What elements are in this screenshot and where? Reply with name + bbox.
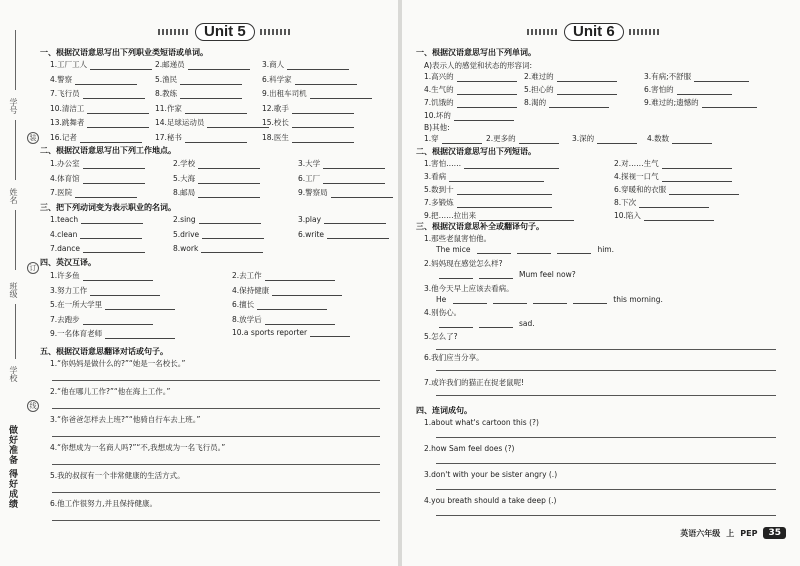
item-label: 13.跳舞者 xyxy=(50,118,85,127)
item-label: 7.dance xyxy=(50,244,81,253)
unit5-title-text: Unit 5 xyxy=(195,23,255,41)
answer-blank[interactable] xyxy=(477,245,511,254)
item-label: 2.how Sam feel does (?) xyxy=(424,444,515,453)
item-label: 7.多锻炼 xyxy=(424,198,454,207)
page-number: 35 xyxy=(763,527,786,539)
unit5-s1-item xyxy=(262,74,357,85)
unit6-s2-item xyxy=(424,171,544,182)
answer-blank[interactable] xyxy=(479,270,513,279)
unit5-s5-item xyxy=(50,386,170,397)
unit5-s4-item xyxy=(232,328,350,337)
item-label: 17.秘书 xyxy=(155,132,182,142)
unit6-s4-item xyxy=(424,496,556,505)
unit6-s3-question: 4.别伤心。 xyxy=(424,308,462,317)
unit6-title xyxy=(527,23,661,41)
unit6-s1b-item xyxy=(572,133,637,144)
item-label: 5.大海 xyxy=(173,173,196,183)
unit5-s4-item xyxy=(232,299,327,310)
item-label: 5.渔民 xyxy=(155,74,178,84)
footer-book: 英语六年级 xyxy=(680,528,721,538)
item-label: 3.商人 xyxy=(262,60,285,69)
item-label: 7.去跑步 xyxy=(50,314,80,324)
unit6-s1-subheading-b: B)其他: xyxy=(424,123,450,132)
answer-blank[interactable] xyxy=(327,230,389,239)
answer-blank[interactable] xyxy=(83,244,145,253)
answer-blank[interactable] xyxy=(83,272,153,281)
unit5-s1-item xyxy=(50,117,149,128)
unit6-s3-answer-row xyxy=(436,319,535,328)
answer-blank[interactable] xyxy=(519,135,559,144)
item-label: 8.渴的 xyxy=(524,98,547,107)
unit5-s4-item xyxy=(50,314,153,325)
answer-blank[interactable] xyxy=(672,135,712,144)
item-label: 2.去工作 xyxy=(232,271,262,280)
answer-suffix: sad. xyxy=(519,319,535,328)
answer-blank[interactable] xyxy=(265,272,335,281)
binding-circle: 装 xyxy=(27,132,39,144)
unit5-s1-item xyxy=(262,103,354,114)
answer-blank[interactable] xyxy=(324,215,386,224)
answer-blank[interactable] xyxy=(207,119,269,128)
item-label: 5.我的叔叔有一个非常健康的生活方式。 xyxy=(50,471,185,480)
item-label: 8.work xyxy=(173,244,199,253)
page-footer xyxy=(680,527,786,539)
unit5-s4-item xyxy=(50,328,175,339)
item-label: 4.“你想成为一名商人吗?”“不,我想成为一名飞行员。” xyxy=(50,443,226,452)
footer-edition: PEP xyxy=(740,528,758,538)
answer-blank[interactable] xyxy=(201,244,263,253)
item-label: 10.a sports reporter xyxy=(232,328,308,337)
unit5-s4-item xyxy=(50,285,160,296)
unit5-s1-item xyxy=(155,88,242,99)
answer-blank[interactable] xyxy=(265,316,335,325)
unit5-s4-item xyxy=(232,270,335,281)
answer-line[interactable] xyxy=(436,437,776,438)
item-label: 11.作家 xyxy=(155,103,182,113)
item-label: 18.医生 xyxy=(262,132,289,142)
item-label: 10.坏的 xyxy=(424,111,451,120)
answer-blank[interactable] xyxy=(83,316,153,325)
unit6-s1-item xyxy=(524,71,617,82)
item-label: 8.放学后 xyxy=(232,314,262,324)
answer-blank[interactable] xyxy=(198,175,260,184)
answer-blank[interactable] xyxy=(457,99,517,108)
item-label: 6.他工作很努力,并且保持健康。 xyxy=(50,499,158,508)
answer-blank[interactable] xyxy=(80,230,142,239)
unit6-s4-item xyxy=(424,444,515,453)
item-label: 5.数到十 xyxy=(424,185,454,194)
answer-blank[interactable] xyxy=(323,175,385,184)
answer-blank[interactable] xyxy=(83,90,145,99)
unit6-s1-item xyxy=(524,84,617,95)
item-label: 4.clean xyxy=(50,229,78,239)
unit5-s2-item xyxy=(50,173,145,184)
item-label: 3.“你爸爸怎样去上班?”“他骑自行车去上班。” xyxy=(50,415,201,424)
item-label: 2.“他在哪儿工作?”“他在海上工作。” xyxy=(50,387,171,396)
answer-blank[interactable] xyxy=(188,61,250,70)
item-label: 4.数数 xyxy=(647,134,670,143)
unit5-s1-item xyxy=(155,117,269,128)
answer-line[interactable] xyxy=(52,408,380,409)
unit5-s1-item xyxy=(262,88,372,99)
unit5-s1-heading: 一、根据汉语意思写出下列职业类短语或单词。 xyxy=(40,48,208,57)
unit6-s1-item xyxy=(424,110,514,121)
answer-blank[interactable] xyxy=(453,295,487,304)
unit6-s4-heading: 四、连词成句。 xyxy=(416,406,472,415)
item-label: 2.sing xyxy=(173,215,196,224)
unit5-s1-item xyxy=(50,88,145,99)
answer-blank[interactable] xyxy=(180,76,242,85)
unit5-s5-item xyxy=(50,470,185,481)
unit6-s2-item xyxy=(614,197,709,208)
unit5-s5-item xyxy=(50,498,157,509)
student-number-label: 学号 xyxy=(9,98,18,114)
unit6-s1-item xyxy=(424,97,517,108)
unit6-s2-item xyxy=(614,171,732,182)
binding-circle: 订 xyxy=(27,262,39,274)
item-label: 16.记者 xyxy=(50,132,77,142)
answer-blank[interactable] xyxy=(87,105,149,114)
item-label: 4.体育馆 xyxy=(50,173,80,183)
answer-blank[interactable] xyxy=(662,173,732,182)
answer-blank[interactable] xyxy=(83,175,145,184)
unit5-s3-item xyxy=(298,230,389,239)
answer-blank[interactable] xyxy=(457,186,552,195)
unit5-s3-item xyxy=(298,215,386,224)
unit6-s2-item xyxy=(424,158,559,169)
answer-blank[interactable] xyxy=(198,160,260,169)
answer-blank[interactable] xyxy=(292,105,354,114)
item-label: 6.科学家 xyxy=(262,74,292,84)
unit6-s1b-item xyxy=(424,133,482,144)
item-label: 4.生气的 xyxy=(424,85,454,94)
answer-blank[interactable] xyxy=(479,212,574,221)
answer-blank[interactable] xyxy=(202,230,264,239)
unit6-s1-item xyxy=(524,97,609,108)
unit6-s2-item xyxy=(614,210,714,221)
unit5-s1-item xyxy=(155,59,250,70)
class-label: 班级 xyxy=(9,282,18,298)
item-label: 8.教练 xyxy=(155,89,178,98)
unit6-s2-item xyxy=(424,184,552,195)
answer-blank[interactable] xyxy=(479,319,513,328)
answer-line[interactable] xyxy=(52,492,380,493)
unit5-s4-item xyxy=(50,270,153,281)
item-label: 10.陷入 xyxy=(614,211,641,220)
unit6-s1-item xyxy=(644,71,749,82)
unit5-s4-item xyxy=(232,285,342,296)
unit5-s5-item xyxy=(50,414,200,425)
name-label: 姓名 xyxy=(9,188,18,204)
unit5-title xyxy=(158,23,292,41)
answer-blank[interactable] xyxy=(677,86,732,95)
unit5-s2-item xyxy=(173,173,260,184)
answer-blank[interactable] xyxy=(702,99,757,108)
item-label: 3.大学 xyxy=(298,159,321,168)
unit6-s3-question: 1.那些老鼠害怕他。 xyxy=(424,234,492,243)
answer-line[interactable] xyxy=(436,370,776,371)
answer-blank[interactable] xyxy=(597,135,637,144)
unit5-s3-item xyxy=(50,215,143,224)
unit5-s1-item xyxy=(155,74,242,85)
unit5-s3-heading: 三、把下列动词变为表示职业的名词。 xyxy=(40,203,176,212)
answer-blank[interactable] xyxy=(185,105,247,114)
item-label: 8.下次 xyxy=(614,198,637,207)
unit6-s3-answer-row xyxy=(436,295,663,304)
answer-blank[interactable] xyxy=(257,301,327,310)
right-page xyxy=(402,0,800,566)
item-label: 6.穿暖和的衣服 xyxy=(614,185,667,194)
item-label: 2.邮递员 xyxy=(155,60,185,69)
item-label: 3.深的 xyxy=(572,134,595,143)
item-label: 15.校长 xyxy=(262,118,289,127)
unit6-s1b-item xyxy=(486,133,559,144)
answer-blank[interactable] xyxy=(295,76,357,85)
unit6-s1-item xyxy=(644,97,757,108)
binding-circle: 线 xyxy=(27,400,39,412)
item-label: 5.在一所大学里 xyxy=(50,300,103,309)
left-page xyxy=(0,0,398,566)
item-label: 8.邮局 xyxy=(173,188,196,197)
item-label: 1.“你妈妈是做什么的?”“她是一名校长。” xyxy=(50,359,186,368)
item-label: 4.探视一口气 xyxy=(614,172,659,181)
answer-blank[interactable] xyxy=(292,134,354,143)
unit5-s2-item xyxy=(50,158,145,169)
unit6-s1-item xyxy=(644,84,732,95)
unit6-s1b-item xyxy=(647,133,712,144)
unit6-s3-question: 5.怎么了? xyxy=(424,332,458,341)
item-label: 5.drive xyxy=(173,229,200,239)
answer-blank[interactable] xyxy=(557,245,591,254)
unit6-s1-heading: 一、根据汉语意思写出下列单词。 xyxy=(416,48,536,57)
item-label: 5.担心的 xyxy=(524,85,554,94)
unit5-s2-item xyxy=(298,173,385,184)
answer-blank[interactable] xyxy=(199,215,261,224)
unit5-s4-heading: 四、英汉互译。 xyxy=(40,258,96,267)
answer-blank[interactable] xyxy=(669,186,739,195)
answer-blank[interactable] xyxy=(75,189,137,198)
item-label: 4.you breath should a take deep (.) xyxy=(424,496,557,505)
answer-blank[interactable] xyxy=(75,76,137,85)
answer-blank[interactable] xyxy=(533,295,567,304)
unit6-s3-question: 7.或许我们的猫正在捉老鼠呢! xyxy=(424,378,525,387)
item-label: 7.飞行员 xyxy=(50,89,80,98)
unit5-s1-item xyxy=(262,132,354,143)
answer-blank[interactable] xyxy=(457,86,517,95)
answer-blank[interactable] xyxy=(105,330,175,339)
answer-blank[interactable] xyxy=(557,86,617,95)
answer-blank[interactable] xyxy=(493,295,527,304)
answer-line[interactable] xyxy=(436,463,776,464)
answer-blank[interactable] xyxy=(198,189,260,198)
answer-blank[interactable] xyxy=(90,61,152,70)
unit6-s3-question: 3.他今天早上应该去看病。 xyxy=(424,284,514,293)
answer-blank[interactable] xyxy=(180,90,242,99)
unit5-s1-item xyxy=(155,132,247,143)
answer-blank[interactable] xyxy=(439,319,473,328)
unit6-s3-question: 2.妈妈现在感觉怎么样? xyxy=(424,259,503,268)
answer-blank[interactable] xyxy=(292,119,354,128)
unit6-s3-question: 6.我们应当分享。 xyxy=(424,353,484,362)
school-label: 学校 xyxy=(9,366,18,382)
answer-blank[interactable] xyxy=(573,295,607,304)
answer-suffix: this morning. xyxy=(613,295,663,304)
item-label: 3.看病 xyxy=(424,172,447,181)
answer-blank[interactable] xyxy=(80,134,142,143)
unit5-s1-item xyxy=(262,117,354,128)
unit5-s5-heading: 五、根据汉语意思翻译对话或句子。 xyxy=(40,347,168,356)
item-label: 9.警察局 xyxy=(298,188,328,197)
unit6-s3-answer-row xyxy=(436,270,576,279)
unit6-s2-item xyxy=(424,210,574,221)
item-label: 1.穿 xyxy=(424,134,439,143)
answer-prefix: He xyxy=(436,295,447,304)
answer-blank[interactable] xyxy=(185,134,247,143)
unit5-s3-item xyxy=(173,230,264,239)
item-label: 6.工厂 xyxy=(298,173,321,183)
answer-line[interactable] xyxy=(436,515,776,516)
item-label: 12.歌手 xyxy=(262,103,289,113)
unit5-s4-item xyxy=(50,299,175,310)
item-label: 1.办公室 xyxy=(50,159,80,168)
item-label: 9.难过的;遗憾的 xyxy=(644,98,699,107)
unit6-s2-item xyxy=(424,197,552,208)
item-label: 14.足球运动员 xyxy=(155,118,205,127)
unit5-s4-item xyxy=(232,314,335,325)
answer-blank[interactable] xyxy=(442,135,482,144)
answer-blank[interactable] xyxy=(272,287,342,296)
item-label: 3.努力工作 xyxy=(50,285,88,295)
unit6-s2-item xyxy=(614,184,739,195)
unit5-s1-item xyxy=(50,103,149,114)
answer-blank[interactable] xyxy=(549,99,609,108)
answer-blank[interactable] xyxy=(323,160,385,169)
item-label: 3.有病;不舒服 xyxy=(644,72,692,81)
answer-blank[interactable] xyxy=(83,160,145,169)
slogan: 做好准备 得好成绩 xyxy=(7,425,17,510)
answer-line[interactable] xyxy=(52,520,380,521)
item-label: 6.擅长 xyxy=(232,300,255,309)
binding-margin xyxy=(0,20,37,550)
answer-blank[interactable] xyxy=(105,301,175,310)
item-label: 9.一名体育老师 xyxy=(50,329,103,338)
answer-blank[interactable] xyxy=(464,160,559,169)
unit5-s1-item xyxy=(262,59,349,70)
item-label: 6.write xyxy=(298,229,325,239)
item-label: 7.饥饿的 xyxy=(424,98,454,107)
answer-blank[interactable] xyxy=(694,73,749,82)
item-label: 2.对……生气 xyxy=(614,159,659,168)
answer-blank[interactable] xyxy=(644,212,714,221)
answer-blank[interactable] xyxy=(557,73,617,82)
answer-blank[interactable] xyxy=(310,90,372,99)
answer-suffix: him. xyxy=(597,245,614,254)
answer-blank[interactable] xyxy=(457,73,517,82)
answer-line[interactable] xyxy=(436,349,776,350)
unit6-s1-subheading-a: A)表示人的感觉和状态的形容词: xyxy=(424,61,533,70)
answer-blank[interactable] xyxy=(639,199,709,208)
answer-blank[interactable] xyxy=(331,189,393,198)
answer-blank[interactable] xyxy=(457,199,552,208)
unit5-s3-item xyxy=(50,244,145,253)
unit5-s3-item xyxy=(173,244,263,253)
item-label: 1.工厂工人 xyxy=(50,60,88,69)
unit6-title-text: Unit 6 xyxy=(564,23,624,41)
answer-blank[interactable] xyxy=(439,270,473,279)
answer-blank[interactable] xyxy=(454,112,514,121)
item-label: 1.高兴的 xyxy=(424,72,454,81)
unit5-s2-item xyxy=(298,187,393,198)
unit6-s4-item xyxy=(424,418,539,427)
unit6-s1-item xyxy=(424,84,517,95)
item-label: 7.医院 xyxy=(50,188,73,197)
item-label: 9.把……拉出来 xyxy=(424,211,477,220)
answer-blank[interactable] xyxy=(449,173,544,182)
item-label: 2.更多的 xyxy=(486,134,516,143)
item-label: 4.保持健康 xyxy=(232,285,270,295)
unit6-s4-item xyxy=(424,470,557,479)
unit5-s2-item xyxy=(173,158,260,169)
unit5-s3-item xyxy=(50,230,142,239)
unit6-s1-item xyxy=(424,71,517,82)
item-label: 6.害怕的 xyxy=(644,85,674,94)
item-label: 1.许多鱼 xyxy=(50,271,80,280)
answer-blank[interactable] xyxy=(310,328,350,337)
unit5-s1-item xyxy=(155,103,247,114)
answer-line[interactable] xyxy=(436,395,776,396)
unit5-s1-item xyxy=(50,59,152,70)
unit6-s3-heading: 三、根据汉语意思补全或翻译句子。 xyxy=(416,222,544,231)
answer-blank[interactable] xyxy=(662,160,732,169)
item-label: 1.about what's cartoon this (?) xyxy=(424,418,539,427)
item-label: 2.难过的 xyxy=(524,72,554,81)
unit6-s3-answer-row xyxy=(436,245,614,254)
answer-blank[interactable] xyxy=(517,245,551,254)
answer-blank[interactable] xyxy=(87,119,149,128)
item-label: 9.出租车司机 xyxy=(262,89,307,98)
unit5-s5-item xyxy=(50,358,185,369)
unit5-s2-heading: 二、根据汉语意思写出下列工作地点。 xyxy=(40,146,176,155)
item-label: 10.清洁工 xyxy=(50,103,85,113)
unit6-s2-item xyxy=(614,158,732,169)
answer-line[interactable] xyxy=(52,464,380,465)
answer-line[interactable] xyxy=(52,380,380,381)
unit5-s2-item xyxy=(173,187,260,198)
unit5-s5-item xyxy=(50,442,225,453)
item-label: 3.don't with your be sister angry (.) xyxy=(424,470,558,479)
answer-suffix: Mum feel now? xyxy=(519,270,576,279)
unit5-s1-item xyxy=(50,132,142,143)
item-label: 1.害怕…… xyxy=(424,159,462,168)
unit5-s3-item xyxy=(173,215,261,224)
answer-blank[interactable] xyxy=(90,287,160,296)
unit5-s1-item xyxy=(50,74,137,85)
answer-blank[interactable] xyxy=(81,215,143,224)
item-label: 3.play xyxy=(298,215,322,224)
item-label: 4.警察 xyxy=(50,74,73,84)
answer-line[interactable] xyxy=(52,436,380,437)
item-label: 1.teach xyxy=(50,215,79,224)
item-label: 2.学校 xyxy=(173,159,196,168)
answer-line[interactable] xyxy=(436,489,776,490)
unit6-s2-heading: 二、根据汉语意思写出下列短语。 xyxy=(416,147,536,156)
unit5-s2-item xyxy=(50,187,137,198)
answer-prefix: The mice xyxy=(436,245,471,254)
footer-term: 上 xyxy=(726,528,735,538)
unit5-s2-item xyxy=(298,158,385,169)
answer-blank[interactable] xyxy=(287,61,349,70)
